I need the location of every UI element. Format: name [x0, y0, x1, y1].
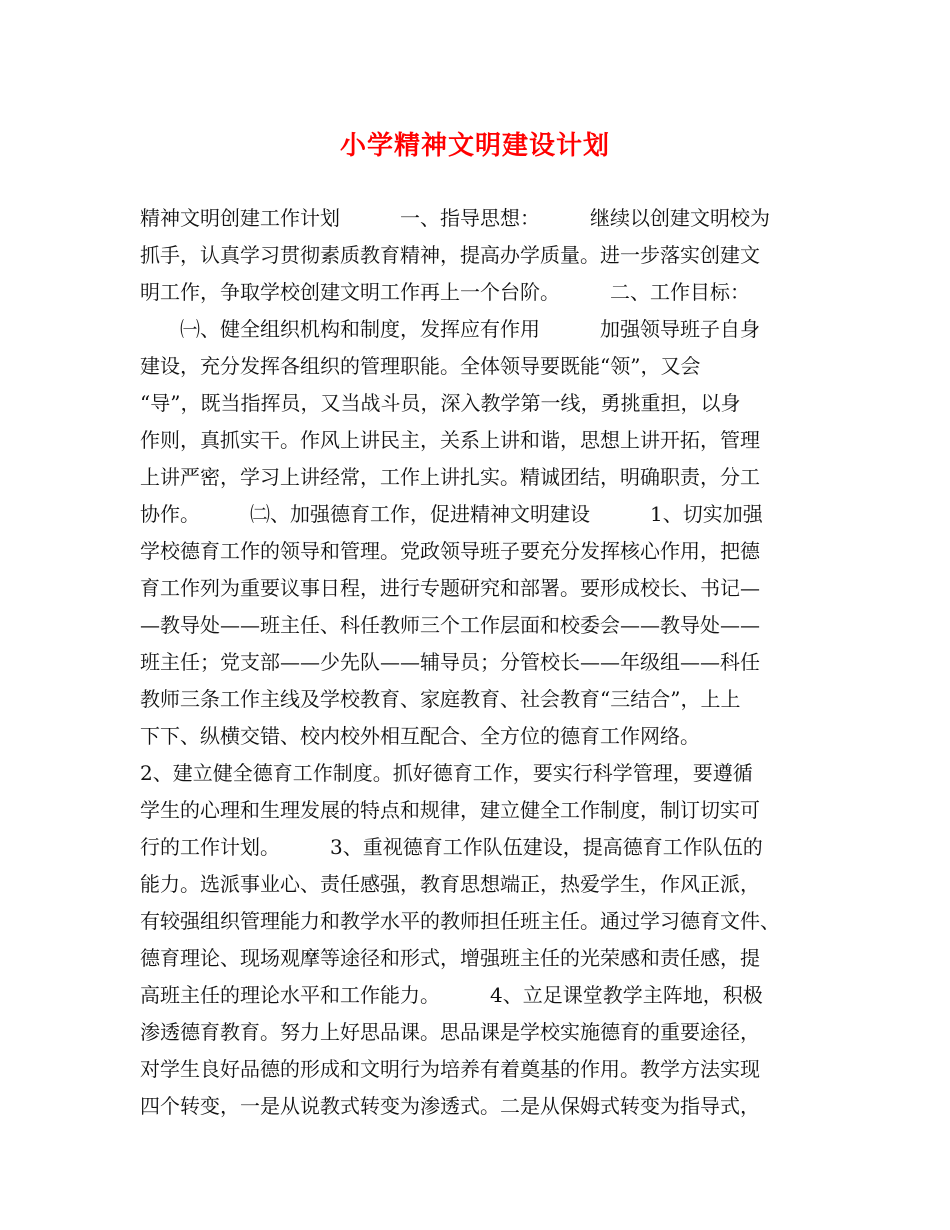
text-line: 明工作，争取学校创建文明工作再上一个台阶。 二、工作目标： [140, 280, 750, 304]
text-line: 作则，真抓实干。作风上讲民主，关系上讲和谐，思想上讲开拓，管理 [140, 428, 760, 452]
text-line: “导”，既当指挥员，又当战斗员，深入教学第一线，勇挑重担，以身 [140, 391, 741, 415]
text-line: 育工作列为重要议事日程，进行专题研究和部署。要形成校长、书记— [140, 576, 760, 600]
text-line: 学生的心理和生理发展的特点和规律，建立健全工作制度，制订切实可 [140, 798, 760, 822]
text-line: 有较强组织管理能力和教学水平的教师担任班主任。通过学习德育文件、 [140, 909, 780, 933]
text-line: 高班主任的理论水平和工作能力。 4、立足课堂教学主阵地，积极 [140, 983, 763, 1007]
text-line: —教导处——班主任、科任教师三个工作层面和校委会——教导处—— [140, 613, 760, 637]
text-line: 协作。 ㈡、加强德育工作，促进精神文明建设 1、切实加强 [140, 502, 763, 526]
text-line: 建设，充分发挥各组织的管理职能。全体领导要既能“领”，又会 [140, 354, 701, 378]
text-line: 渗透德育教育。努力上好思品课。思品课是学校实施德育的重要途径， [140, 1020, 760, 1044]
text-line: 下下、纵横交错、校内校外相互配合、全方位的德育工作网络。 [140, 724, 700, 748]
text-line: 对学生良好品德的形成和文明行为培养有着奠基的作用。教学方法实现 [140, 1057, 760, 1081]
text-line: 2、建立健全德育工作制度。抓好德育工作，要实行科学管理，要遵循 [140, 761, 753, 785]
text-line: 抓手，认真学习贯彻素质教育精神，提高办学质量。进一步落实创建文 [140, 243, 760, 267]
text-line: 四个转变，一是从说教式转变为渗透式。二是从保姆式转变为指导式， [140, 1094, 760, 1118]
text-line: 上讲严密，学习上讲经常，工作上讲扎实。精诚团结，明确职责，分工 [140, 465, 760, 489]
text-line: 能力。选派事业心、责任感强，教育思想端正，热爱学生，作风正派， [140, 872, 760, 896]
text-line: ㈠、健全组织机构和制度，发挥应有作用 加强领导班子自身 [140, 317, 760, 341]
text-line: 教师三条工作主线及学校教育、家庭教育、社会教育“三结合”，上上 [140, 687, 741, 711]
document-title: 小学精神文明建设计划 [339, 131, 610, 161]
text-line: 德育理论、现场观摩等途径和形式，增强班主任的光荣感和责任感，提 [140, 946, 760, 970]
text-line: 班主任；党支部——少先队——辅导员；分管校长——年级组——科任 [140, 650, 760, 674]
text-line: 行的工作计划。 3、重视德育工作队伍建设，提高德育工作队伍的 [140, 835, 763, 859]
text-line: 学校德育工作的领导和管理。党政领导班子要充分发挥核心作用，把德 [140, 539, 760, 563]
document-body [140, 200, 830, 1125]
text-line: 精神文明创建工作计划 一、指导思想： 继续以创建文明校为 [140, 206, 770, 230]
